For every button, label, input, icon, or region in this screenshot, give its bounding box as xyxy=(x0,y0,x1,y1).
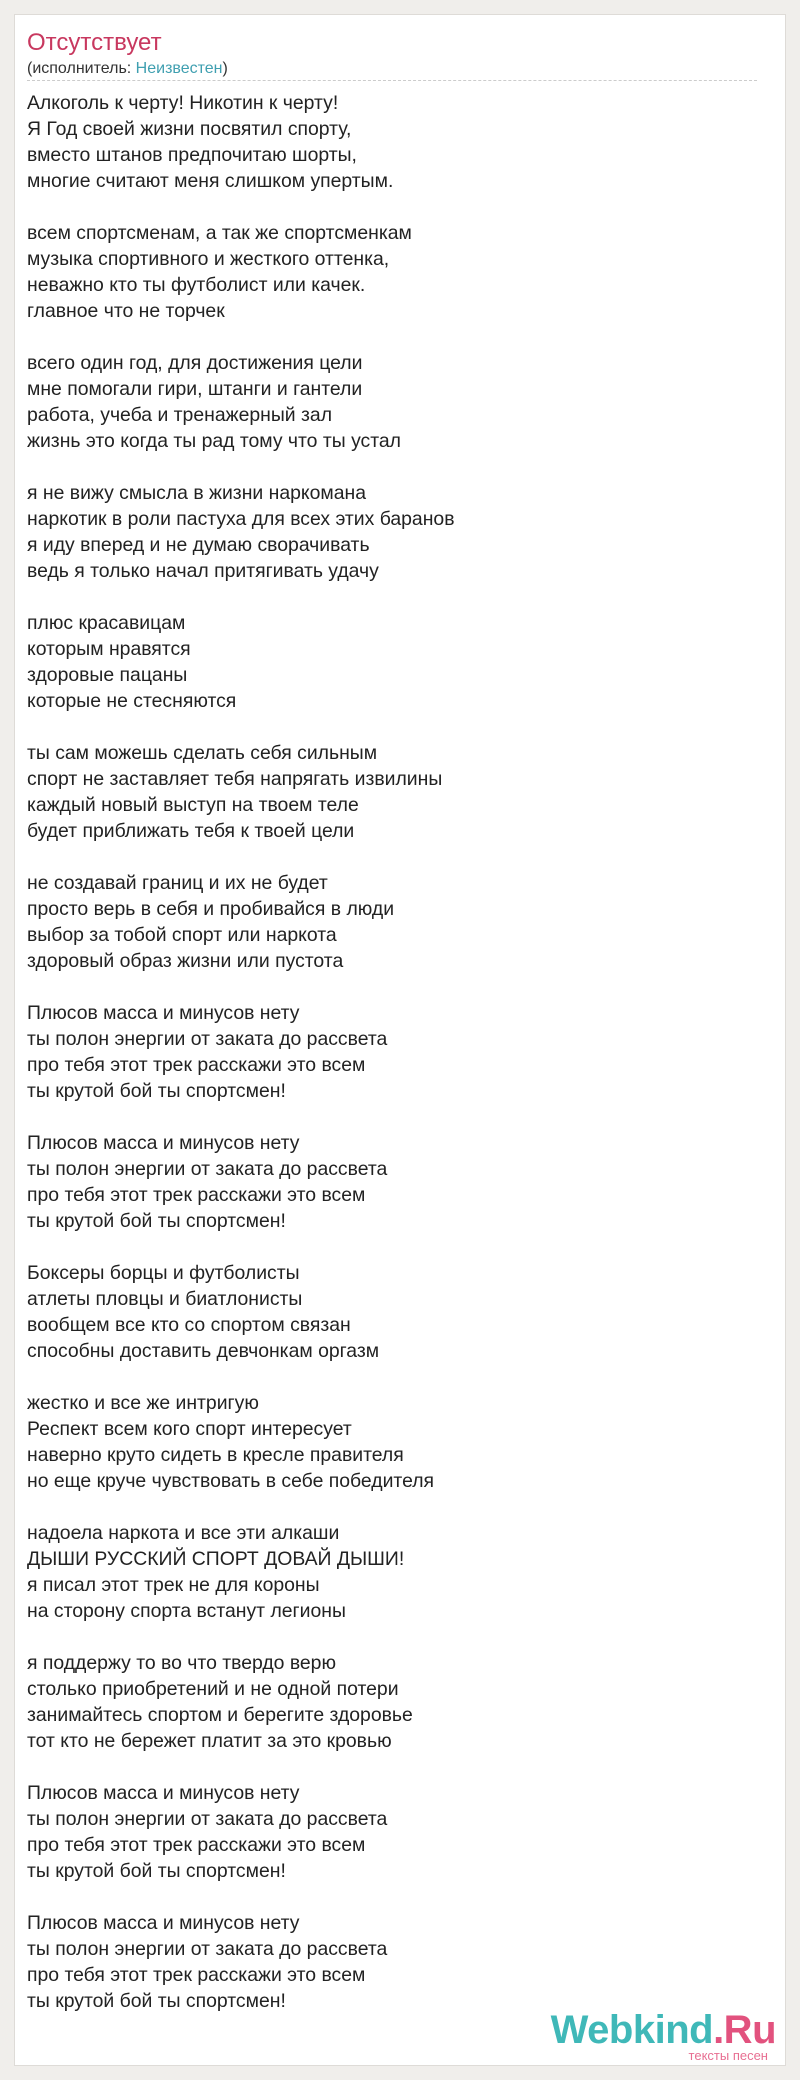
lyrics-line: про тебя этот трек расскажи это всем xyxy=(27,1184,366,1206)
lyrics-line: жизнь это когда ты рад тому что ты устал xyxy=(27,430,401,452)
artist-line xyxy=(27,58,228,80)
lyrics-line: но еще круче чувствовать в себе победителя xyxy=(27,1470,435,1492)
lyrics-line: здоровые пацаны xyxy=(27,664,188,686)
lyrics-line: ты сам можешь сделать себя сильным xyxy=(27,742,378,764)
lyrics-line: надоела наркота и все эти алкаши xyxy=(27,1522,340,1544)
lyrics-line: про тебя этот трек расскажи это всем xyxy=(27,1964,366,1986)
artist-link[interactable]: Неизвестен xyxy=(135,60,223,77)
logo-tagline: тексты песен xyxy=(688,2048,768,2063)
lyrics-line: неважно кто ты футболист или качек. xyxy=(27,274,366,296)
lyrics-line: я писал этот трек не для короны xyxy=(27,1574,320,1596)
lyrics-line: про тебя этот трек расскажи это всем xyxy=(27,1834,366,1856)
lyrics-line: ты крутой бой ты спортсмен! xyxy=(27,1990,286,2012)
lyrics-line: Плюсов масса и минусов нету xyxy=(27,1132,300,1154)
site-logo[interactable] xyxy=(546,2008,776,2064)
lyrics-stanza xyxy=(27,1000,757,1104)
divider xyxy=(27,80,757,81)
artist-prefix: (исполнитель: xyxy=(27,60,136,77)
lyrics-line: всего один год, для достижения цели xyxy=(27,352,363,374)
lyrics-line: не создавай границ и их не будет xyxy=(27,872,328,894)
lyrics-stanza xyxy=(27,870,757,974)
lyrics-body xyxy=(27,90,757,2040)
lyrics-line: главное что не торчек xyxy=(27,300,225,322)
lyrics-line: которые не стесняются xyxy=(27,690,237,712)
lyrics-line: ты крутой бой ты спортсмен! xyxy=(27,1860,286,1882)
lyrics-line: я поддержу то во что твердо верю xyxy=(27,1652,337,1674)
lyrics-line: ты полон энергии от заката до рассвета xyxy=(27,1808,388,1830)
lyrics-stanza xyxy=(27,350,757,454)
lyrics-line: ты полон энергии от заката до рассвета xyxy=(27,1938,388,1960)
lyrics-line: плюс красавицам xyxy=(27,612,186,634)
lyrics-stanza xyxy=(27,1390,757,1494)
lyrics-line: Алкоголь к черту! Никотин к черту! xyxy=(27,92,339,114)
lyrics-line: жестко и все же интригую xyxy=(27,1392,259,1414)
lyrics-line: Боксеры борцы и футболисты xyxy=(27,1262,300,1284)
lyrics-stanza xyxy=(27,1650,757,1754)
lyrics-line: я иду вперед и не думаю сворачивать xyxy=(27,534,370,556)
lyrics-line: ты полон энергии от заката до рассвета xyxy=(27,1158,388,1180)
lyrics-line: Респект всем кого спорт интересует xyxy=(27,1418,352,1440)
logo-word: Webkind xyxy=(550,2008,714,2052)
lyrics-line: наркотик в роли пастуха для всех этих баранов xyxy=(27,508,455,530)
lyrics-stanza xyxy=(27,220,757,324)
lyrics-line: про тебя этот трек расскажи это всем xyxy=(27,1054,366,1076)
lyrics-line: музыка спортивного и жесткого оттенка, xyxy=(27,248,390,270)
lyrics-line: ты полон энергии от заката до рассвета xyxy=(27,1028,388,1050)
logo-tld: .Ru xyxy=(713,2008,776,2052)
lyrics-line: вообщем все кто со спортом связан xyxy=(27,1314,351,1336)
lyrics-stanza xyxy=(27,740,757,844)
lyrics-line: занимайтесь спортом и берегите здоровье xyxy=(27,1704,413,1726)
lyrics-line: наверно круто сидеть в кресле правителя xyxy=(27,1444,404,1466)
lyrics-stanza xyxy=(27,90,757,194)
lyrics-line: выбор за тобой спорт или наркота xyxy=(27,924,337,946)
lyrics-stanza xyxy=(27,610,757,714)
lyrics-line: спорт не заставляет тебя напрягать извилины xyxy=(27,768,443,790)
lyrics-line: столько приобретений и не одной потери xyxy=(27,1678,399,1700)
lyrics-line: я не вижу смысла в жизни наркомана xyxy=(27,482,366,504)
lyrics-line: каждый новый выступ на твоем теле xyxy=(27,794,359,816)
lyrics-stanza xyxy=(27,1520,757,1624)
lyrics-line: ДЫШИ РУССКИЙ СПОРТ ДОВАЙ ДЫШИ! xyxy=(27,1548,405,1570)
artist-suffix: ) xyxy=(222,60,228,77)
lyrics-line: способны доставить девчонкам оргазм xyxy=(27,1340,380,1362)
lyrics-line: атлеты пловцы и биатлонисты xyxy=(27,1288,303,1310)
lyrics-line: Я Год своей жизни посвятил спорту, xyxy=(27,118,352,140)
lyrics-line: ведь я только начал притягивать удачу xyxy=(27,560,379,582)
lyrics-line: которым нравятся xyxy=(27,638,191,660)
lyrics-line: ты крутой бой ты спортсмен! xyxy=(27,1080,286,1102)
song-title: Отсутствует xyxy=(27,29,162,56)
lyrics-line: Плюсов масса и минусов нету xyxy=(27,1002,300,1024)
lyrics-line: многие считают меня слишком упертым. xyxy=(27,170,394,192)
lyrics-line: вместо штанов предпочитаю шорты, xyxy=(27,144,357,166)
lyrics-stanza xyxy=(27,480,757,584)
lyrics-line: тот кто не бережет платит за это кровью xyxy=(27,1730,392,1752)
lyrics-line: будет приближать тебя к твоей цели xyxy=(27,820,355,842)
logo-wordmark xyxy=(551,2008,776,2052)
lyrics-line: работа, учеба и тренажерный зал xyxy=(27,404,333,426)
lyrics-stanza xyxy=(27,1780,757,1884)
lyrics-stanza xyxy=(27,1130,757,1234)
lyrics-line: на сторону спорта встанут легионы xyxy=(27,1600,346,1622)
lyrics-line: ты крутой бой ты спортсмен! xyxy=(27,1210,286,1232)
lyrics-line: Плюсов масса и минусов нету xyxy=(27,1912,300,1934)
lyrics-line: мне помогали гири, штанги и гантели xyxy=(27,378,363,400)
lyrics-line: просто верь в себя и пробивайся в люди xyxy=(27,898,395,920)
lyrics-stanza xyxy=(27,1910,757,2014)
lyrics-stanza xyxy=(27,1260,757,1364)
lyrics-line: всем спортсменам, а так же спортсменкам xyxy=(27,222,412,244)
lyrics-line: Плюсов масса и минусов нету xyxy=(27,1782,300,1804)
lyrics-line: здоровый образ жизни или пустота xyxy=(27,950,344,972)
